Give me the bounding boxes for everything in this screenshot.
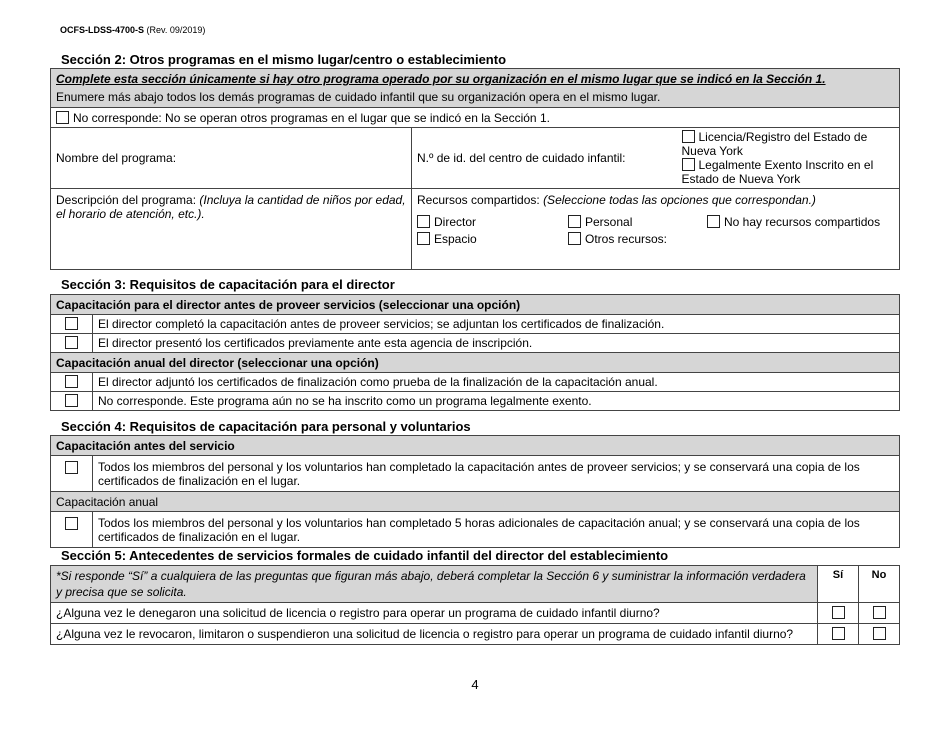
not-applicable-checkbox[interactable] (56, 111, 69, 124)
director-option-label: Director (434, 215, 477, 229)
section3-table (50, 294, 900, 411)
table-row (51, 392, 900, 411)
question-revoked-yes-checkbox[interactable] (832, 627, 845, 640)
staff-annual-header: Capacitación anual (56, 494, 159, 509)
shared-resources-hint: (Seleccione todas las opciones que correspondan.) (543, 193, 816, 207)
space-checkbox[interactable] (417, 232, 430, 245)
staff-annual-label: Todos los miembros del personal y los voluntarios han completado 5 horas adicionales de capacitación anual; y se conservará una copia de los certificados de finalización en el lugar. (98, 515, 860, 544)
section5-table (50, 565, 900, 645)
director-certificates-submitted-checkbox[interactable] (65, 336, 78, 349)
other-resources-checkbox[interactable] (568, 232, 581, 245)
section2-title: Sección 2: Otros programas en el mismo lugar/centro o establecimiento (61, 52, 507, 67)
question-denied-no-checkbox[interactable] (873, 606, 886, 619)
director-certificates-submitted-label: El director presentó los certificados previamente ante esta agencia de inscripción. (98, 336, 533, 350)
table-row (51, 373, 900, 392)
table-row (51, 603, 900, 624)
form-code-id: OCFS-LDSS-4700-S (60, 25, 145, 35)
no-shared-option-label: No hay recursos compartidos (724, 215, 881, 229)
table-row (51, 624, 900, 645)
staff-preservice-label: Todos los miembros del personal y los voluntarios han completado la capacitación antes de proveer servicios; y se conservará una copia de los certificados de finalización en el lugar. (98, 459, 860, 488)
section4-title: Sección 4: Requisitos de capacitación para personal y voluntarios (61, 419, 471, 434)
section2-instruction: Complete esta sección únicamente si hay otro programa operado por su organización en el mismo lugar que se indicó en la Sección 1. (56, 72, 826, 86)
director-not-applicable-label: No corresponde. Este programa aún no se ha inscrito como un programa legalmente exento. (98, 394, 592, 408)
description-label: Descripción del programa: (56, 193, 197, 207)
shared-resources-label: Recursos compartidos: (417, 193, 540, 207)
license-checkbox[interactable] (682, 130, 695, 143)
staff-preservice-header: Capacitación antes del servicio (56, 438, 235, 453)
personal-option-label: Personal (585, 215, 633, 229)
question-revoked-no-checkbox[interactable] (873, 627, 886, 640)
no-column-header: No (871, 569, 887, 581)
director-annual-attached-checkbox[interactable] (65, 375, 78, 388)
section4-table (50, 435, 900, 548)
director-annual-header: Capacitación anual del director (seleccionar una opción) (56, 355, 379, 370)
question-denied-label: ¿Alguna vez le denegaron una solicitud de licencia o registro para operar un programa de cuidado infantil diurno? (56, 606, 660, 620)
table-row (51, 334, 900, 353)
section5-title: Sección 5: Antecedentes de servicios formales de cuidado infantil del director del establecimiento (61, 548, 669, 563)
other-resources-option-label: Otros recursos: (585, 232, 668, 246)
exempt-option-label: Legalmente Exento Inscrito en el Estado de Nueva York (681, 158, 874, 186)
shared-resources-options (417, 215, 894, 249)
director-annual-attached-label: El director adjuntó los certificados de finalización como prueba de la finalización de la capacitación anual. (98, 375, 658, 389)
exempt-checkbox[interactable] (682, 158, 695, 171)
table-row (51, 315, 900, 334)
form-revision: (Rev. 09/2019) (146, 25, 206, 35)
license-option-label: Licencia/Registro del Estado de Nueva York (681, 130, 868, 158)
staff-annual-checkbox[interactable] (65, 517, 78, 530)
center-id-label: N.º de id. del centro de cuidado infantil: (417, 151, 626, 165)
section3-title: Sección 3: Requisitos de capacitación para el director (61, 277, 395, 292)
director-not-applicable-checkbox[interactable] (65, 394, 78, 407)
section2-enumerate: Enumere más abajo todos los demás programas de cuidado infantil que su organización opera en el mismo lugar. (56, 90, 661, 104)
director-preservice-completed-checkbox[interactable] (65, 317, 78, 330)
form-code (60, 25, 205, 35)
no-shared-checkbox[interactable] (707, 215, 720, 228)
space-option-label: Espacio (434, 232, 477, 246)
center-id-field[interactable] (412, 128, 677, 189)
program-name-label: Nombre del programa: (56, 151, 177, 165)
director-preservice-header: Capacitación para el director antes de proveer servicios (seleccionar una opción) (56, 297, 521, 312)
not-applicable-label: No corresponde: No se operan otros programas en el lugar que se indicó en la Sección 1. (73, 110, 550, 125)
staff-preservice-checkbox[interactable] (65, 461, 78, 474)
question-revoked-label: ¿Alguna vez le revocaron, limitaron o suspendieron una solicitud de licencia o registro para operar un programa de cuidado infantil diurno? (56, 627, 794, 641)
table-row (51, 512, 900, 548)
section5-instruction: *Si responde “Sí” a cualquiera de las preguntas que figuran más abajo, deberá completar la Sección 6 y suministrar la información verdadera y precisa que se solicita. (56, 569, 806, 599)
page-number: 4 (471, 677, 479, 692)
description-hint: (Incluya la cantidad de niños por edad, el horario de atención, etc.). (56, 193, 406, 221)
program-description-field[interactable] (51, 189, 412, 270)
director-checkbox[interactable] (417, 215, 430, 228)
yes-column-header: Sí (832, 569, 844, 581)
section2-table (50, 68, 900, 270)
program-name-field[interactable] (51, 128, 412, 189)
table-row (51, 456, 900, 492)
personal-checkbox[interactable] (568, 215, 581, 228)
question-denied-yes-checkbox[interactable] (832, 606, 845, 619)
director-preservice-completed-label: El director completó la capacitación antes de proveer servicios; se adjuntan los certificados de finalización. (98, 317, 665, 331)
